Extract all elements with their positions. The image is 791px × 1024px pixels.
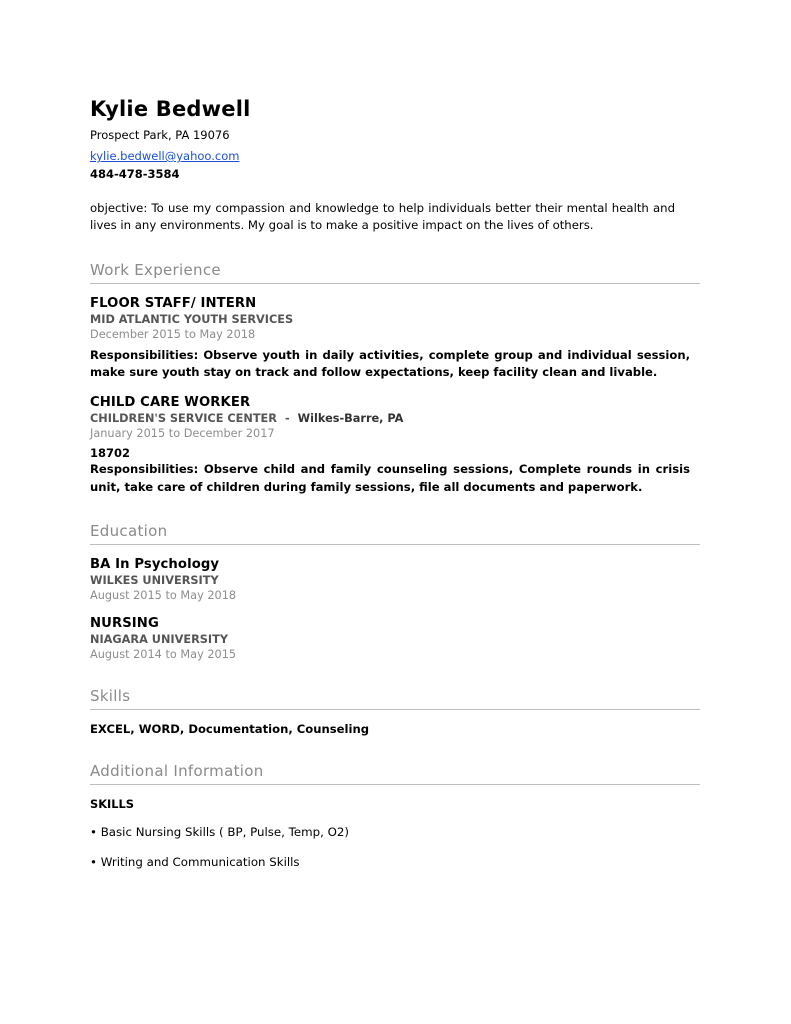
job-dates: December 2015 to May 2018: [90, 327, 256, 341]
page-title: Kylie Bedwell: [90, 97, 251, 121]
degree-title: BA In Psychology: [90, 557, 220, 573]
job-description: Responsibilities: Observe child and family counseling sessions, Complete rounds in crisis unit, take care of children during family sessions, file all documents and paperwork.: [90, 462, 690, 494]
section-education: [90, 522, 700, 661]
section-divider: [90, 283, 700, 284]
skills-list: EXCEL, WORD, Documentation, Counseling: [90, 722, 370, 737]
section-divider: [90, 784, 700, 785]
job-title: FLOOR STAFF/ INTERN: [90, 295, 257, 311]
section-work-experience: [90, 261, 700, 497]
list-item: • Writing and Communication Skills: [90, 855, 300, 870]
job-location: Wilkes-Barre, PA: [297, 412, 404, 426]
education-dates: August 2015 to May 2018: [90, 589, 237, 603]
section-heading-skills: Skills: [90, 687, 131, 706]
section-heading-work: Work Experience: [90, 260, 221, 279]
education-dates: August 2014 to May 2015: [90, 648, 237, 662]
job-organization-line: [90, 412, 700, 425]
job-organization: CHILDREN'S SERVICE CENTER: [90, 412, 277, 426]
job-description: Responsibilities: Observe youth in daily activities, complete group and individual session, make sure youth stay on track and follow expectations, keep facility clean and livable.: [90, 347, 690, 380]
section-divider: [90, 709, 700, 710]
education-entry: [90, 557, 700, 602]
section-heading-education: Education: [90, 522, 168, 541]
list-item: • Basic Nursing Skills ( BP, Pulse, Temp, O2): [90, 825, 349, 840]
job-postal-code: 18702: [90, 446, 131, 461]
education-entry: [90, 616, 700, 661]
school-name: NIAGARA UNIVERSITY: [90, 633, 229, 647]
job-organization: MID ATLANTIC YOUTH SERVICES: [90, 312, 294, 326]
org-separator: -: [284, 412, 290, 426]
additional-subtitle: SKILLS: [90, 797, 134, 812]
section-divider: [90, 544, 700, 545]
degree-title: NURSING: [90, 616, 159, 632]
section-skills: [90, 687, 700, 736]
resume-header: [90, 98, 700, 235]
work-entry: [90, 395, 700, 496]
job-dates: January 2015 to December 2017: [90, 427, 275, 441]
work-entry: [90, 296, 700, 382]
section-heading-additional: Additional Information: [90, 762, 264, 781]
email-link[interactable]: kylie.bedwell@yahoo.com: [90, 148, 240, 163]
phone-text: 484-478-3584: [90, 166, 180, 181]
section-additional-information: [90, 762, 700, 869]
objective-text: objective: To use my compassion and knowledge to help individuals better their mental health and lives in any environments. My goal is to make a positive impact on the lives of others.: [90, 200, 675, 233]
school-name: WILKES UNIVERSITY: [90, 574, 219, 588]
address-text: Prospect Park, PA 19076: [90, 128, 230, 143]
job-title: CHILD CARE WORKER: [90, 395, 251, 411]
resume-content: [90, 98, 700, 885]
